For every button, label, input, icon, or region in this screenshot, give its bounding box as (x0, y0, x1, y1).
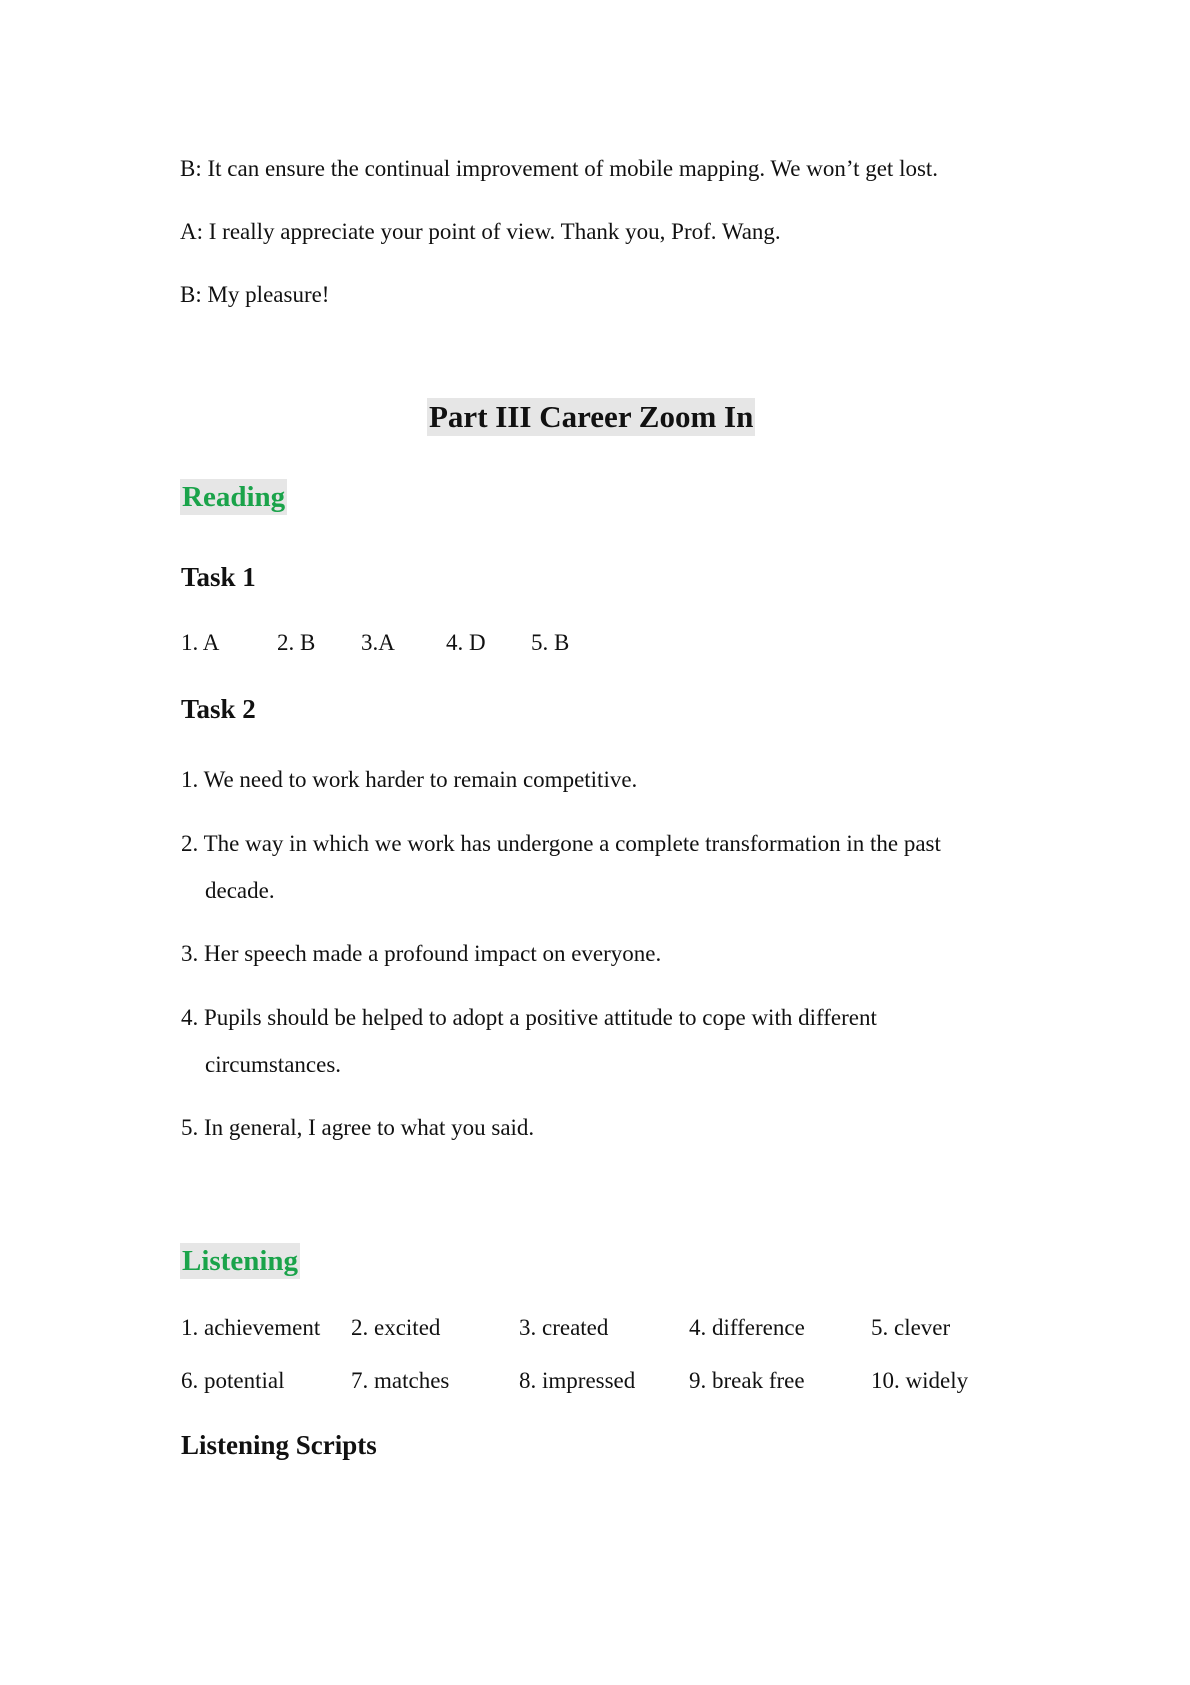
listening-answer: 10. widely (871, 1368, 969, 1393)
listening-heading: Listening (182, 1245, 299, 1277)
task2-item-4-continued: circumstances. (205, 1052, 342, 1077)
task2-item-2-continued: decade. (205, 878, 275, 903)
task1-answer: 4. D (446, 630, 486, 655)
task1-answer: 3.A (361, 630, 395, 655)
reading-heading: Reading (182, 481, 286, 513)
listening-answer: 8. impressed (519, 1368, 636, 1393)
listening-answer: 9. break free (689, 1368, 805, 1393)
task2-item-5: 5. In general, I agree to what you said. (181, 1115, 535, 1140)
task1-answer: 2. B (277, 630, 316, 655)
task1-heading: Task 1 (181, 562, 256, 592)
listening-answer: 4. difference (689, 1315, 805, 1340)
task1-answer: 1. A (181, 630, 220, 655)
listening-answer: 3. created (519, 1315, 609, 1340)
task2-item-4: 4. Pupils should be helped to adopt a positive attitude to cope with different (181, 1005, 877, 1030)
task2-item-1: 1. We need to work harder to remain competitive. (181, 767, 638, 792)
dialogue-line-1: B: It can ensure the continual improvement of mobile mapping. We won’t get lost. (180, 156, 939, 181)
dialogue-line-2: A: I really appreciate your point of view. Thank you, Prof. Wang. (180, 219, 781, 244)
listening-answer: 7. matches (351, 1368, 450, 1393)
task2-heading: Task 2 (181, 694, 256, 724)
dialogue-line-3: B: My pleasure! (180, 282, 330, 307)
listening-answer: 6. potential (181, 1368, 285, 1393)
listening-scripts-heading: Listening Scripts (181, 1430, 377, 1460)
listening-answer: 1. achievement (181, 1315, 321, 1340)
task2-item-3: 3. Her speech made a profound impact on everyone. (181, 941, 662, 966)
listening-answer: 5. clever (871, 1315, 951, 1340)
task2-item-2: 2. The way in which we work has undergone a complete transformation in the past (181, 831, 941, 856)
listening-answer: 2. excited (351, 1315, 441, 1340)
task1-answer: 5. B (531, 630, 570, 655)
part-title: Part III Career Zoom In (429, 399, 754, 434)
